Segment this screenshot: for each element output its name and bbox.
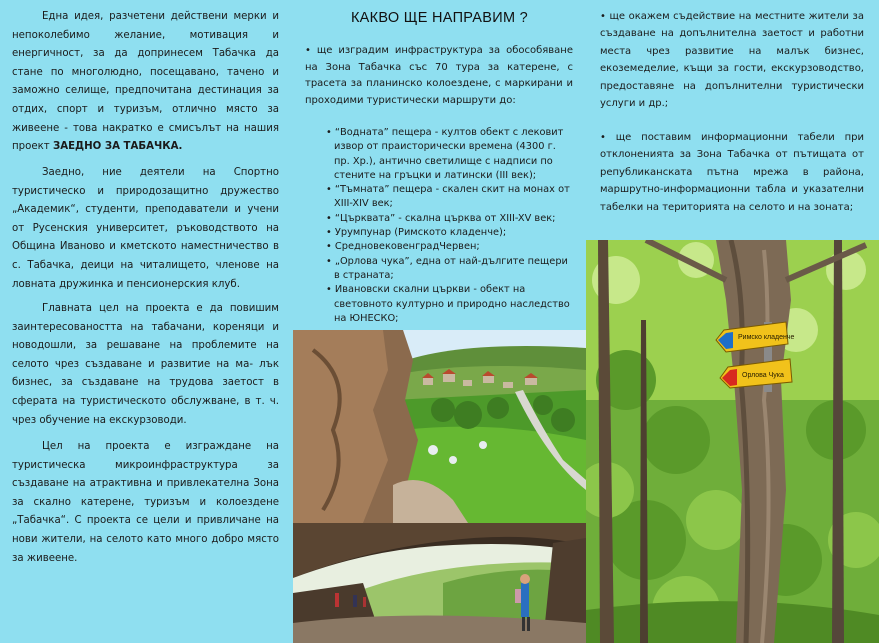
list-item: • “Църквата” - скална църква от XIII-XV век; [326,212,556,224]
destinations-list [326,126,571,326]
right-column [586,0,879,240]
project-name: ЗАЕДНО ЗА ТАБАЧКА. [52,141,183,153]
list-item: • Урумпунар (Римското кладенче); [326,227,507,239]
list-item: • “Тъмната” пещера - скален скит на монах от XIII-XIV век; [326,184,570,210]
village-view-photo [293,330,586,523]
sign-text-roman-well: Римско кладенче [738,334,795,341]
sign-text-orlova-chuka: Орлова Чука [742,372,784,379]
intro-paragraph: Една идея, разчетени действени мерки и непоколебимо желание, мотивация и енергичност, за да допринесем Табачка да стане по многолюдно, посещавано, тачено и заможно селище, предпочитана дестинация за отдих, спорт и туризъм, отлично място за живеене - това накратко е смисълът на нашия проект ЗАЕДНО ЗА ТАБАЧКА. [12,11,279,153]
list-item: • Ивановски скални църкви - обект на световното културно и природно наследство на ЮНЕСКО; [326,284,570,324]
list-item: • СредновековенградЧервен; [326,241,480,253]
middle-column [293,0,586,330]
infrastructure-intro: • ще изградим инфраструктура за обособяване на Зона Табачка със 70 тура за катерене, с трасета за планинско колоездене, с маркирани и проходими туристически маршрути до: [305,45,573,106]
cave-interior-photo [293,523,586,643]
list-item: • “Водната” пещера - култов обект с лековит извор от праисторически времена (4300 г. пр. Хр.), антично светилище с надписи по стените на гръцки и латински (III век); [326,127,564,181]
partners-paragraph: Заедно, ние деятели на Спортно туристическо и природозащитно дружество „Академик“, студенти, преподаватели и учени от Русенския университет, ръководството на Община Иваново и кметското наместничество в с. Табачка, деици на читалището, членове на ловната дружинка и пенсионерския клуб. [12,167,279,290]
left-column [0,0,293,643]
support-paragraph: • ще окажем съдействие на местните жители за създаване на допълнителна заетост и работни места чрез развитие на малък бизнес, екоземеделие, къщи за гости, екскурзоводство, предоставяне на допълнителни туристически услуги и др.; [600,11,864,110]
project-goal-paragraph: Цел на проекта е изграждане на туристическа микроинфраструктура за създаване на атрактивна и привлекателна Зона за скално катерене, туризъм и колоездене „Табачка“. С проекта се цели и привличане на нови жители, на селото като много добро място за живеене. [12,441,279,564]
signage-paragraph: • ще поставим информационни табели при отклоненията за Зона Табачка от пътищата от републиканската пътна мрежа в района, маршрутно-информационни табла и указателни табелки на територията на селото и на зоната; [600,132,864,213]
trail-signs-photo [586,240,879,643]
list-item: • „Орлова чука”, една от най-дългите пещери в страната; [326,255,568,281]
main-goal-paragraph: Главната цел на проекта е да повишим заинтересоваността на табачани, кореняци и новодошли, за решаване на проблемите на селото чрез създаване и развитие на ма- лък бизнес, за създаване на трудова заетост в сферата на туристическото обслужване, в т. ч. чрез обучение на екскурзоводи. [12,303,279,426]
section-heading: КАКВО ЩЕ НАПРАВИМ ? [350,10,529,26]
